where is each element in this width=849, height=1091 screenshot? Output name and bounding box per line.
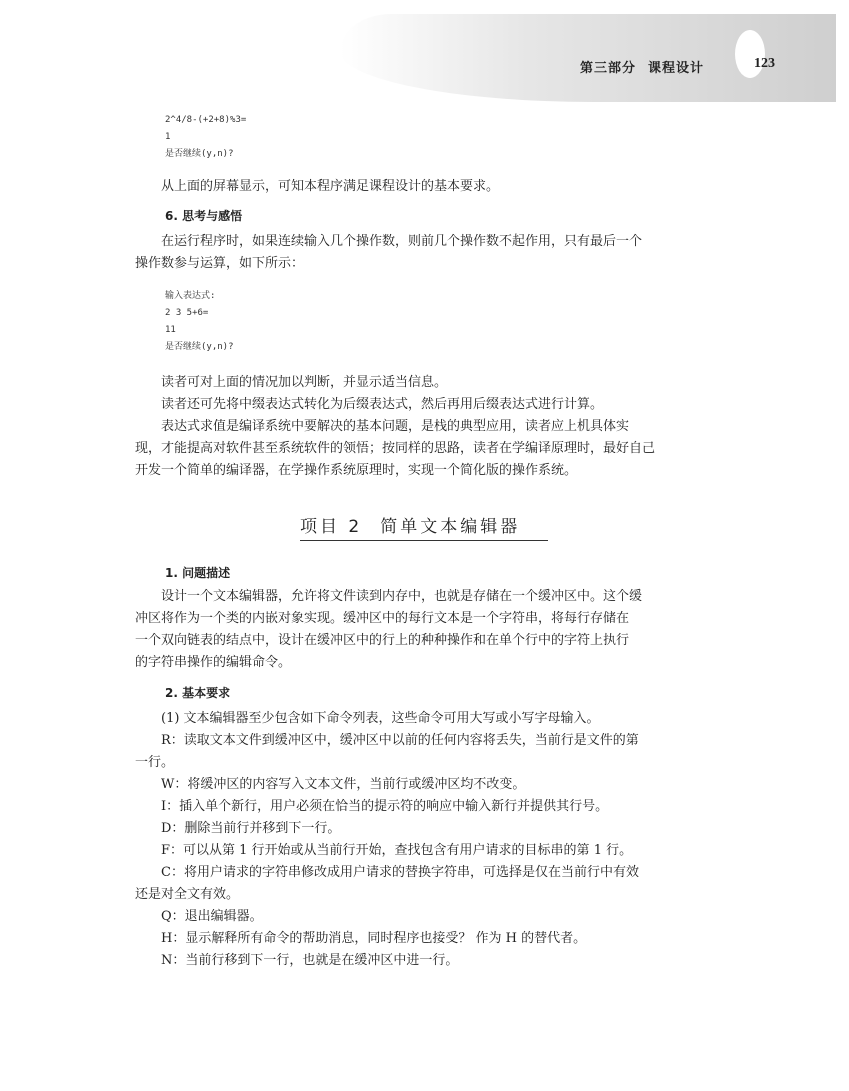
paragraph-text: 从上面的屏幕显示，可知本程序满足课程设计的基本要求。 <box>161 179 500 194</box>
code-block-1 <box>165 112 246 163</box>
project-name: 简单文本编辑器 <box>380 517 521 537</box>
code-line: 11 <box>165 325 176 335</box>
paragraph-thoughts <box>135 231 715 275</box>
requirement-item: (1) 文本编辑器至少包含如下命令列表，这些命令可用大写或小写字母输入。 <box>161 711 600 726</box>
heading-6: 6. 思考与感悟 <box>165 209 243 223</box>
header-chapter: 课程设计 <box>648 61 705 76</box>
code-line: 是否继续(y,n)? <box>165 342 234 352</box>
requirement-item: Q：退出编辑器。 <box>161 909 263 924</box>
project-title <box>300 512 548 541</box>
paragraph-judge <box>135 372 715 394</box>
code-block-2 <box>165 288 234 356</box>
heading-problem: 1. 问题描述 <box>165 566 231 580</box>
paragraph-line: 操作数参与运算，如下所示： <box>135 256 305 271</box>
paragraph-compiler <box>135 416 715 482</box>
requirement-item: N：当前行移到下一行，也就是在缓冲区中进一行。 <box>161 953 459 968</box>
paragraph-result <box>135 176 715 198</box>
requirements-list <box>135 708 715 972</box>
header-section: 第三部分 <box>580 61 637 76</box>
requirement-item: F：可以从第 1 行开始或从当前行开始，查找包含有用户请求的目标串的第 1 行。 <box>161 843 633 858</box>
paragraph-line: 在运行程序时，如果连续输入几个操作数，则前几个操作数不起作用，只有最后一个 <box>161 234 643 249</box>
paragraph-text: 读者可对上面的情况加以判断，并显示适当信息。 <box>161 375 448 390</box>
heading-requirements: 2. 基本要求 <box>165 686 231 700</box>
page-number: 123 <box>754 56 775 71</box>
code-line: 输入表达式: <box>165 291 216 301</box>
requirement-item: C：将用户请求的字符串修改成用户请求的替换字符串，可选择是仅在当前行中有效 还是对全文有效。 <box>135 865 639 902</box>
paragraph-line: 冲区将作为一个类的内嵌对象实现。缓冲区中的每行文本是一个字符串，将每行存储在 <box>135 611 630 626</box>
requirement-item: I：插入单个新行，用户必须在恰当的提示符的响应中输入新行并提供其行号。 <box>161 799 609 814</box>
paragraph-line: 一个双向链表的结点中，设计在缓冲区中的行上的种种操作和在单个行中的字符上执行 <box>135 633 630 648</box>
paragraph-problem <box>135 586 715 674</box>
code-line: 是否继续(y,n)? <box>165 149 234 159</box>
code-line: 2^4/8-(+2+8)%3= <box>165 115 247 125</box>
paragraph-line: 现，才能提高对软件甚至系统软件的领悟；按同样的思路，读者在学编译原理时，最好自己 <box>135 441 656 456</box>
paragraph-line: 的字符串操作的编辑命令。 <box>135 655 292 670</box>
code-line: 1 <box>165 132 171 142</box>
project-label: 项目 2 <box>300 517 363 537</box>
requirement-item: D：删除当前行并移到下一行。 <box>161 821 341 836</box>
paragraph-text: 读者还可先将中缀表达式转化为后缀表达式，然后再用后缀表达式进行计算。 <box>161 397 604 412</box>
paragraph-line: 开发一个简单的编译器，在学操作系统原理时，实现一个简化版的操作系统。 <box>135 463 578 478</box>
paragraph-line: 设计一个文本编辑器，允许将文件读到内存中，也就是存储在一个缓冲区中。这个缓 <box>161 589 643 604</box>
paragraph-line: 表达式求值是编译系统中要解决的基本问题，是栈的典型应用，读者应上机具体实 <box>161 419 630 434</box>
requirement-item: H：显示解释所有命令的帮助消息，同时程序也接受？ 作为 H 的替代者。 <box>161 931 587 946</box>
requirement-item: W：将缓冲区的内容写入文本文件，当前行或缓冲区均不改变。 <box>161 777 526 792</box>
requirement-item: R：读取文本文件到缓冲区中，缓冲区中以前的任何内容将丢失，当前行是文件的第 一行。 <box>135 733 639 770</box>
code-line: 2 3 5+6= <box>165 308 209 318</box>
paragraph-postfix <box>135 394 715 416</box>
running-header <box>580 57 716 76</box>
